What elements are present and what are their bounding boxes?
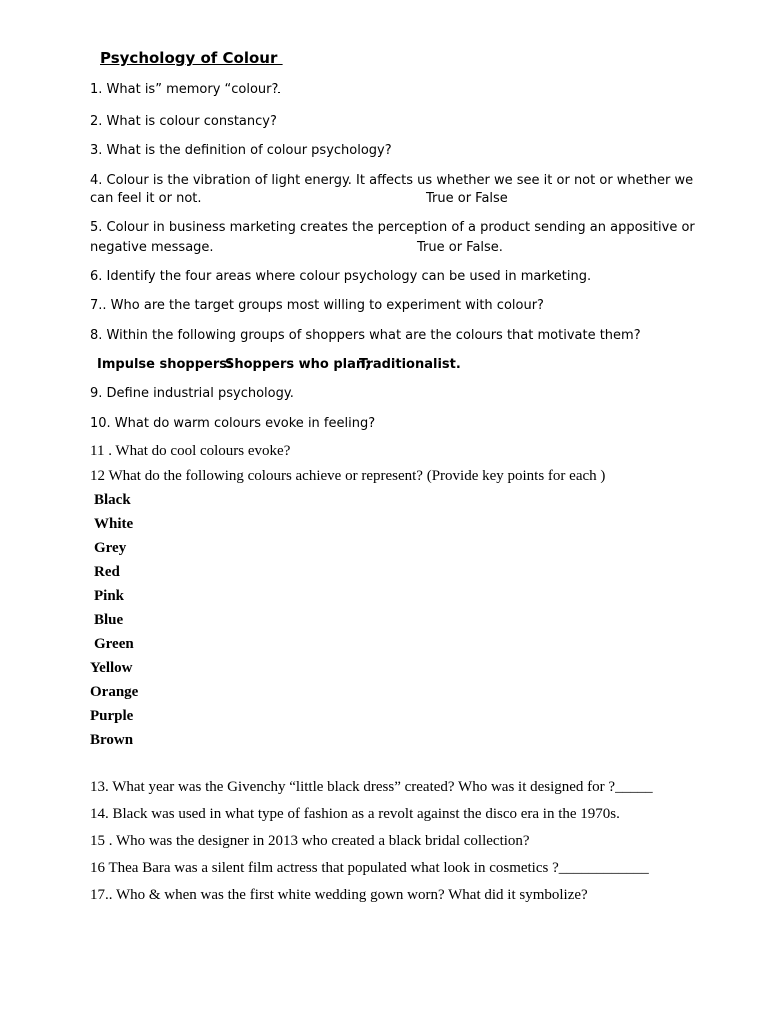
shopper-group-traditionalist: Traditionalist. [359, 357, 461, 372]
question-5-line-1: 5. Colour in business marketing creates the perception of a product sending an appositive or [90, 220, 695, 235]
colour-item-white: White [94, 516, 134, 532]
question-2: 2. What is colour constancy? [90, 114, 277, 129]
question-8: 8. Within the following groups of shoppers what are the colours that motivate them? [90, 328, 641, 343]
page-title: Psychology of Colour [100, 49, 283, 67]
question-17: 17.. Who & when was the first white wedding gown worn? What did it symbolize? [90, 887, 588, 903]
colour-item-green: Green [94, 636, 134, 652]
shopper-group-planners: Shoppers who plan; [225, 357, 371, 372]
question-11: 11 . What do cool colours evoke? [90, 443, 291, 459]
colour-item-red: Red [94, 564, 120, 580]
question-5-line-2: negative message. [90, 240, 214, 255]
question-4-line-1: 4. Colour is the vibration of light energy. It affects us whether we see it or not or whether we [90, 173, 694, 188]
colour-item-grey: Grey [94, 540, 127, 556]
shopper-group-impulse: Impulse shoppers: [97, 357, 233, 372]
colour-item-orange: Orange [90, 684, 139, 700]
question-5-true-false: True or False. [417, 240, 503, 255]
question-4-true-false: True or False [426, 191, 508, 206]
question-7: 7.. Who are the target groups most willing to experiment with colour? [90, 298, 544, 313]
colour-item-purple: Purple [90, 708, 134, 724]
question-16: 16 Thea Bara was a silent film actress that populated what look in cosmetics ?____________ [90, 860, 649, 876]
colour-item-pink: Pink [94, 588, 125, 604]
question-14: 14. Black was used in what type of fashion as a revolt against the disco era in the 1970s. [90, 806, 620, 822]
question-9: 9. Define industrial psychology. [90, 386, 294, 401]
colour-item-black: Black [94, 492, 131, 508]
question-15: 15 . Who was the designer in 2013 who created a black bridal collection? [90, 833, 530, 849]
colour-item-yellow: Yellow [90, 660, 133, 676]
colour-item-blue: Blue [94, 612, 124, 628]
question-10: 10. What do warm colours evoke in feeling? [90, 416, 376, 431]
question-1-text: 1. What is” memory “colour? [90, 82, 279, 97]
question-12: 12 What do the following colours achieve or represent? (Provide key points for each ) [90, 468, 606, 484]
colour-item-brown: Brown [90, 732, 134, 748]
question-1 [90, 82, 280, 97]
question-4-line-2: can feel it or not. [90, 191, 202, 206]
question-13: 13. What year was the Givenchy “little black dress” created? Who was it designed for ?_____ [90, 779, 653, 795]
question-3: 3. What is the definition of colour psychology? [90, 143, 392, 158]
answer-blank [278, 91, 280, 93]
question-6: 6. Identify the four areas where colour psychology can be used in marketing. [90, 269, 592, 284]
